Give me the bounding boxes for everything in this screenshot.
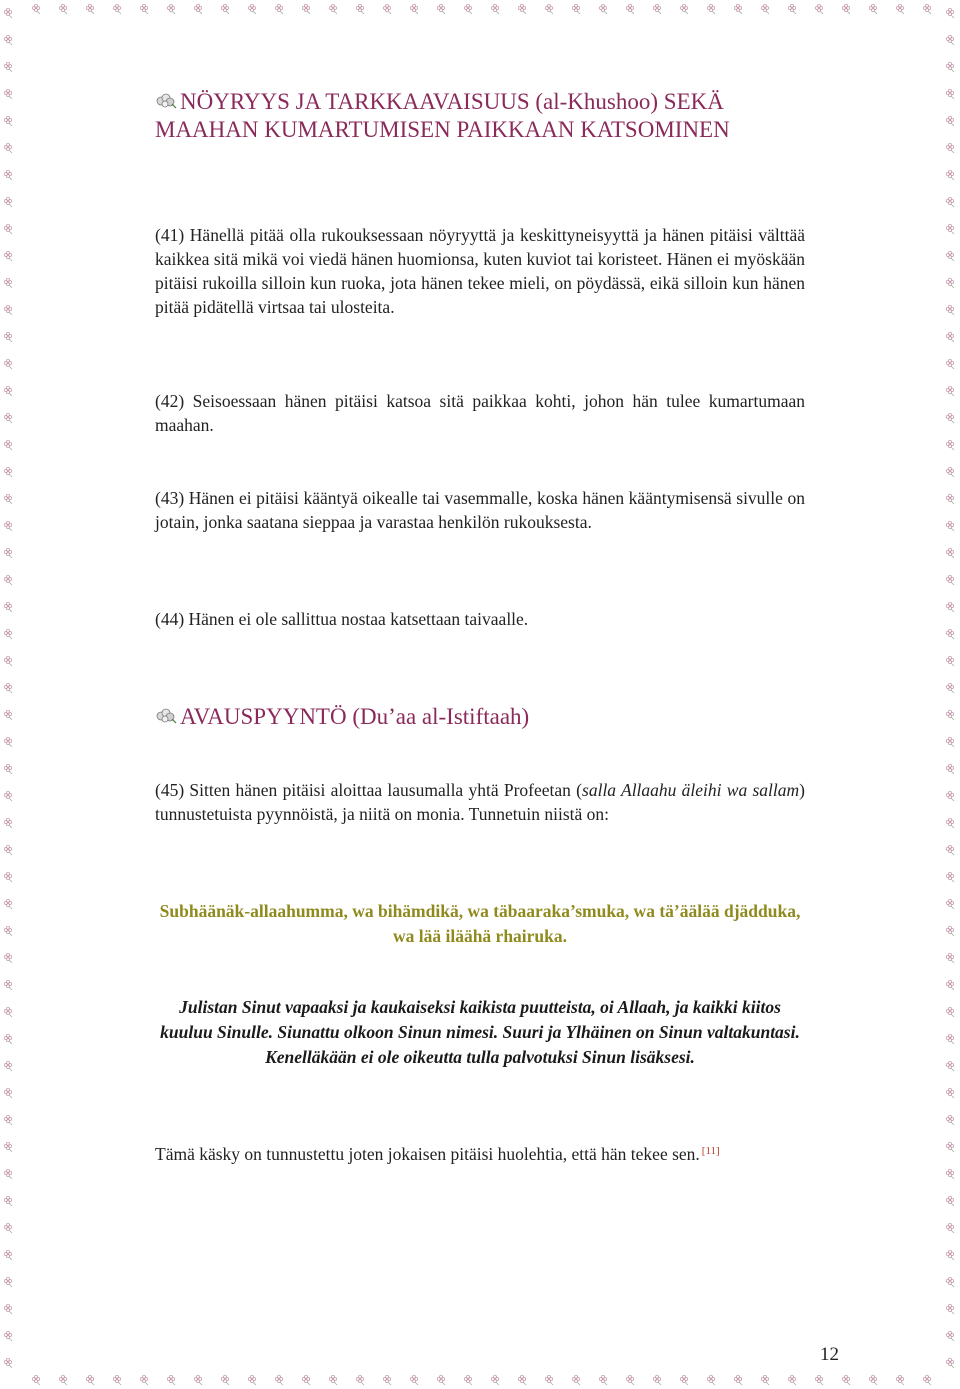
border-flower-icon xyxy=(896,4,904,14)
border-flower-icon xyxy=(383,1375,391,1385)
border-flower-icon xyxy=(626,1375,634,1385)
border-flower-icon xyxy=(4,1250,12,1260)
border-flower-icon xyxy=(946,1061,954,1071)
border-flower-icon xyxy=(946,413,954,423)
page-number: 12 xyxy=(820,1344,839,1365)
border-flower-icon xyxy=(946,197,954,207)
border-flower-icon xyxy=(4,224,12,234)
border-flower-icon xyxy=(4,656,12,666)
border-flower-icon xyxy=(518,1375,526,1385)
border-flower-icon xyxy=(356,4,364,14)
border-flower-icon xyxy=(946,737,954,747)
border-flower-icon xyxy=(946,62,954,72)
heading-text: AVAUSPYYNTÖ (Du’aa al-Istiftaah) xyxy=(180,704,530,729)
border-flower-icon xyxy=(4,1223,12,1233)
border-flower-icon xyxy=(4,251,12,261)
border-flower-icon xyxy=(4,197,12,207)
section-heading-istiftaah xyxy=(155,703,805,731)
border-flower-icon xyxy=(545,1375,553,1385)
border-flower-icon xyxy=(946,170,954,180)
paragraph-45-end: ) tunnustetuista pyynnöistä, ja niitä on monia. Tunnetuin niistä on: xyxy=(155,780,805,824)
border-flower-icon xyxy=(167,1375,175,1385)
border-flower-icon xyxy=(946,1331,954,1341)
border-flower-icon xyxy=(869,4,877,14)
dua-transliteration: Subhäänäk-allaahumma, wa bihämdikä, wa täbaaraka’smuka, wa tä’äälää djädduka, wa lää iläähä rhairuka. xyxy=(159,901,801,946)
border-flower-icon xyxy=(815,1375,823,1385)
border-flower-icon xyxy=(4,62,12,72)
border-flower-icon xyxy=(946,602,954,612)
border-flower-icon xyxy=(626,4,634,14)
border-flower-icon xyxy=(4,386,12,396)
border-flower-icon xyxy=(4,845,12,855)
border-flower-icon xyxy=(923,4,931,14)
border-flower-icon xyxy=(113,4,121,14)
flower-icon xyxy=(155,89,177,107)
flower-icon xyxy=(155,704,177,722)
border-flower-icon xyxy=(946,1007,954,1017)
border-flower-icon xyxy=(383,4,391,14)
border-flower-icon xyxy=(946,305,954,315)
border-flower-icon xyxy=(4,1007,12,1017)
border-flower-icon xyxy=(221,4,229,14)
border-flower-icon xyxy=(599,1375,607,1385)
paragraph-44: (44) Hänen ei ole sallittua nostaa katsettaan taivaalle. xyxy=(155,609,529,629)
border-flower-icon xyxy=(491,4,499,14)
border-flower-icon xyxy=(946,251,954,261)
border-flower-icon xyxy=(194,4,202,14)
heading-text: NÖYRYYS JA TARKKAAVAISUUS (al-Khushoo) SEKÄ MAAHAN KUMARTUMISEN PAIKKAAN KATSOMINEN xyxy=(155,89,730,142)
border-flower-icon xyxy=(4,737,12,747)
border-flower-icon xyxy=(946,764,954,774)
border-flower-icon xyxy=(167,4,175,14)
border-flower-icon xyxy=(410,4,418,14)
paragraph-45-start: (45) Sitten hänen pitäisi aloittaa lausumalla yhtä Profeetan ( xyxy=(155,780,583,800)
border-flower-icon xyxy=(4,953,12,963)
closing-text: Tämä käsky on tunnustettu joten jokaisen pitäisi huolehtia, että hän tekee sen. xyxy=(155,1144,700,1164)
border-flower-icon xyxy=(946,332,954,342)
border-flower-icon xyxy=(946,8,954,18)
border-flower-icon xyxy=(4,1196,12,1206)
border-flower-icon xyxy=(946,1277,954,1287)
border-flower-icon xyxy=(4,467,12,477)
border-flower-icon xyxy=(4,710,12,720)
border-flower-icon xyxy=(4,278,12,288)
border-flower-icon xyxy=(194,1375,202,1385)
border-flower-icon xyxy=(946,899,954,909)
border-flower-icon xyxy=(842,4,850,14)
border-flower-icon xyxy=(410,1375,418,1385)
border-flower-icon xyxy=(572,1375,580,1385)
border-flower-icon xyxy=(86,4,94,14)
border-flower-icon xyxy=(572,4,580,14)
paragraph-42: (42) Seisoessaan hänen pitäisi katsoa sitä paikkaa kohti, johon hän tulee kumartumaan maahan. xyxy=(155,391,805,435)
border-flower-icon xyxy=(946,440,954,450)
border-flower-icon xyxy=(518,4,526,14)
border-flower-icon xyxy=(946,386,954,396)
border-flower-icon xyxy=(946,980,954,990)
border-flower-icon xyxy=(946,818,954,828)
border-flower-icon xyxy=(140,1375,148,1385)
border-flower-icon xyxy=(946,710,954,720)
border-flower-icon xyxy=(946,521,954,531)
border-flower-icon xyxy=(221,1375,229,1385)
border-flower-icon xyxy=(464,4,472,14)
border-flower-icon xyxy=(946,629,954,639)
border-flower-icon xyxy=(32,4,40,14)
border-flower-icon xyxy=(869,1375,877,1385)
border-flower-icon xyxy=(4,1142,12,1152)
border-flower-icon xyxy=(4,8,12,18)
border-flower-icon xyxy=(59,4,67,14)
border-flower-icon xyxy=(653,1375,661,1385)
border-flower-icon xyxy=(59,1375,67,1385)
border-flower-icon xyxy=(680,1375,688,1385)
border-flower-icon xyxy=(32,1375,40,1385)
border-flower-icon xyxy=(946,116,954,126)
border-flower-icon xyxy=(302,4,310,14)
border-flower-icon xyxy=(946,1034,954,1044)
border-flower-icon xyxy=(275,1375,283,1385)
border-flower-icon xyxy=(275,4,283,14)
border-flower-icon xyxy=(946,278,954,288)
border-flower-icon xyxy=(4,899,12,909)
border-flower-icon xyxy=(946,35,954,45)
border-flower-icon xyxy=(946,845,954,855)
border-flower-icon xyxy=(4,872,12,882)
border-flower-icon xyxy=(4,143,12,153)
border-flower-icon xyxy=(815,4,823,14)
border-flower-icon xyxy=(86,1375,94,1385)
border-flower-icon xyxy=(946,467,954,477)
border-flower-icon xyxy=(4,35,12,45)
border-flower-icon xyxy=(946,1223,954,1233)
paragraph-43: (43) Hänen ei pitäisi kääntyä oikealle tai vasemmalle, koska hänen kääntymisensä sivulle on jotain, jonka saatana sieppaa ja varastaa henkilön rukouksesta. xyxy=(155,488,805,532)
border-flower-icon xyxy=(4,926,12,936)
border-flower-icon xyxy=(707,1375,715,1385)
dua-translation: Julistan Sinut vapaaksi ja kaukaiseksi kaikista puutteista, oi Allaah, ja kaikki kiitos kuuluu Sinulle. Siunattu olkoon Sinun nimesi. Suuri ja Ylhäinen on Sinun valtakuntasi. Kenelläkään ei ole oikeutta tulla palvotuksi Sinun lisäksesi. xyxy=(160,997,800,1067)
border-flower-icon xyxy=(491,1375,499,1385)
border-flower-icon xyxy=(946,575,954,585)
border-flower-icon xyxy=(356,1375,364,1385)
border-flower-icon xyxy=(946,1169,954,1179)
border-flower-icon xyxy=(140,4,148,14)
border-flower-icon xyxy=(4,170,12,180)
border-flower-icon xyxy=(437,1375,445,1385)
border-flower-icon xyxy=(4,629,12,639)
border-flower-icon xyxy=(4,764,12,774)
border-flower-icon xyxy=(734,1375,742,1385)
paragraph-41: (41) Hänellä pitää olla rukouksessaan nöyryyttä ja keskittyneisyyttä ja hänen pitäisi välttää kaikkea sitä mikä voi viedä hänen huomionsa, kuten kuviot tai koristeet. Hänen ei myöskään pitäisi rukoilla silloin kun ruoka, jota hänen tekee mieli, on pöydässä, eikä silloin kun hänen pitää pidätellä virtsaa tai ulosteita. xyxy=(155,225,805,317)
border-flower-icon xyxy=(946,143,954,153)
border-flower-icon xyxy=(248,1375,256,1385)
border-flower-icon xyxy=(761,4,769,14)
border-flower-icon xyxy=(599,4,607,14)
paragraph-45 xyxy=(155,778,805,826)
border-flower-icon xyxy=(4,683,12,693)
border-flower-icon xyxy=(946,872,954,882)
border-flower-icon xyxy=(4,602,12,612)
border-flower-icon xyxy=(946,683,954,693)
border-flower-icon xyxy=(545,4,553,14)
border-flower-icon xyxy=(946,1196,954,1206)
border-flower-icon xyxy=(113,1375,121,1385)
border-flower-icon xyxy=(788,1375,796,1385)
border-flower-icon xyxy=(4,1061,12,1071)
border-flower-icon xyxy=(4,980,12,990)
border-flower-icon xyxy=(761,1375,769,1385)
border-flower-icon xyxy=(4,1277,12,1287)
border-flower-icon xyxy=(4,521,12,531)
border-flower-icon xyxy=(4,413,12,423)
border-flower-icon xyxy=(946,224,954,234)
border-flower-icon xyxy=(946,89,954,99)
border-flower-icon xyxy=(946,1358,954,1368)
border-flower-icon xyxy=(4,1304,12,1314)
border-flower-icon xyxy=(4,440,12,450)
border-flower-icon xyxy=(923,1375,931,1385)
border-flower-icon xyxy=(4,548,12,558)
border-flower-icon xyxy=(248,4,256,14)
border-flower-icon xyxy=(946,1304,954,1314)
border-flower-icon xyxy=(4,1088,12,1098)
border-flower-icon xyxy=(4,1331,12,1341)
border-flower-icon xyxy=(946,953,954,963)
border-flower-icon xyxy=(4,116,12,126)
border-flower-icon xyxy=(4,575,12,585)
border-flower-icon xyxy=(4,332,12,342)
border-flower-icon xyxy=(946,1142,954,1152)
border-flower-icon xyxy=(4,305,12,315)
border-flower-icon xyxy=(946,926,954,936)
section-heading-khushoo xyxy=(155,88,805,144)
border-flower-icon xyxy=(946,1250,954,1260)
border-flower-icon xyxy=(734,4,742,14)
border-flower-icon xyxy=(4,1115,12,1125)
border-flower-icon xyxy=(4,1169,12,1179)
border-flower-icon xyxy=(946,548,954,558)
footnote-reference-link[interactable]: [11] xyxy=(701,1145,720,1157)
border-flower-icon xyxy=(437,4,445,14)
border-flower-icon xyxy=(4,359,12,369)
border-flower-icon xyxy=(842,1375,850,1385)
border-flower-icon xyxy=(329,1375,337,1385)
border-flower-icon xyxy=(4,494,12,504)
border-flower-icon xyxy=(302,1375,310,1385)
border-flower-icon xyxy=(946,656,954,666)
border-flower-icon xyxy=(896,1375,904,1385)
border-flower-icon xyxy=(707,4,715,14)
border-flower-icon xyxy=(4,1358,12,1368)
border-flower-icon xyxy=(329,4,337,14)
closing-paragraph xyxy=(155,1139,805,1166)
border-flower-icon xyxy=(788,4,796,14)
border-flower-icon xyxy=(4,818,12,828)
border-flower-icon xyxy=(946,494,954,504)
border-flower-icon xyxy=(653,4,661,14)
border-flower-icon xyxy=(946,359,954,369)
border-flower-icon xyxy=(4,89,12,99)
border-flower-icon xyxy=(4,791,12,801)
border-flower-icon xyxy=(464,1375,472,1385)
border-flower-icon xyxy=(946,791,954,801)
border-flower-icon xyxy=(680,4,688,14)
border-flower-icon xyxy=(946,1115,954,1125)
paragraph-45-honorific: salla Allaahu äleihi wa sallam xyxy=(582,780,800,800)
border-flower-icon xyxy=(946,1088,954,1098)
border-flower-icon xyxy=(4,1034,12,1044)
